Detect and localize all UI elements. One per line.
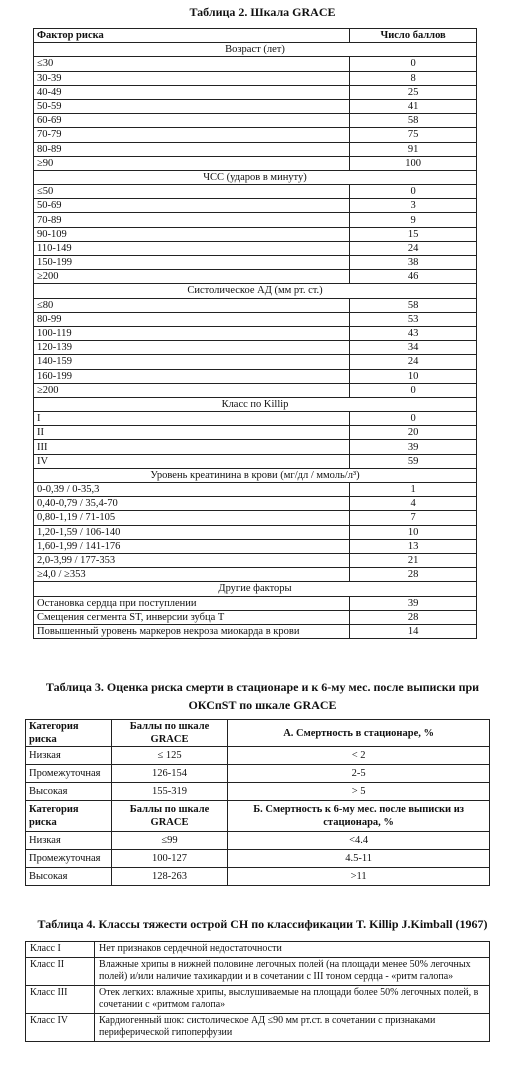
factor-cell: 0,40-0,79 / 35,4-70 bbox=[34, 497, 350, 511]
section-header-row bbox=[34, 170, 477, 184]
killip-class-cell: Класс I bbox=[26, 942, 95, 958]
table-row bbox=[34, 57, 477, 71]
grace-score-cell: ≤99 bbox=[111, 832, 227, 850]
risk-category-cell: Промежуточная bbox=[26, 850, 112, 868]
section-header-row bbox=[34, 43, 477, 57]
factor-cell: ≤50 bbox=[34, 185, 350, 199]
table-row bbox=[34, 483, 477, 497]
table-row bbox=[34, 213, 477, 227]
table-row bbox=[34, 511, 477, 525]
factor-cell: 150-199 bbox=[34, 256, 350, 270]
factor-cell: 0-0,39 / 0-35,3 bbox=[34, 483, 350, 497]
grace-score-cell: 100-127 bbox=[111, 850, 227, 868]
table-row bbox=[26, 985, 490, 1013]
factor-cell: ≥4,0 / ≥353 bbox=[34, 568, 350, 582]
factor-cell: ≥200 bbox=[34, 383, 350, 397]
score-cell: 43 bbox=[350, 326, 477, 340]
killip-class-cell: Класс IV bbox=[26, 1013, 95, 1041]
table4-title: Таблица 4. Классы тяжести острой СН по классификации T. Killip J.Kimball (1967) bbox=[37, 917, 488, 931]
score-cell: 3 bbox=[350, 199, 477, 213]
factor-cell: 50-69 bbox=[34, 199, 350, 213]
mortality-table-body bbox=[26, 720, 490, 886]
table-row bbox=[34, 553, 477, 567]
table-row bbox=[34, 156, 477, 170]
table3-title-line2: ОКСпST по шкале GRACE bbox=[188, 698, 337, 712]
column-header: Категория риска bbox=[26, 720, 112, 747]
table-header-row bbox=[26, 720, 490, 747]
table-row bbox=[34, 383, 477, 397]
mortality-cell: > 5 bbox=[228, 783, 490, 801]
table-row bbox=[26, 942, 490, 958]
grace-score-cell: 128-263 bbox=[111, 868, 227, 886]
grace-score-cell: 126-154 bbox=[111, 765, 227, 783]
risk-category-cell: Низкая bbox=[26, 832, 112, 850]
killip-description-cell: Отек легких: влажные хрипы, выслушиваемые на площади более 50% легочных полей, в сочетании с «ритмом галопа» bbox=[95, 985, 490, 1013]
score-cell: 24 bbox=[350, 355, 477, 369]
table-row bbox=[34, 298, 477, 312]
mortality-cell: 4.5-11 bbox=[228, 850, 490, 868]
column-header: Баллы по шкале GRACE bbox=[111, 720, 227, 747]
score-cell: 21 bbox=[350, 553, 477, 567]
factor-cell: 30-39 bbox=[34, 71, 350, 85]
table-row bbox=[34, 199, 477, 213]
factor-cell: 1,60-1,99 / 141-176 bbox=[34, 539, 350, 553]
score-cell: 28 bbox=[350, 568, 477, 582]
score-cell: 20 bbox=[350, 426, 477, 440]
factor-cell: Остановка сердца при поступлении bbox=[34, 596, 350, 610]
table-row bbox=[26, 1013, 490, 1041]
table-row bbox=[34, 426, 477, 440]
section-header-row bbox=[34, 582, 477, 596]
table-row bbox=[34, 241, 477, 255]
table-row bbox=[34, 227, 477, 241]
section-header-row bbox=[34, 284, 477, 298]
section-title: Другие факторы bbox=[34, 582, 477, 596]
score-cell: 24 bbox=[350, 241, 477, 255]
table-row bbox=[34, 128, 477, 142]
score-cell: 75 bbox=[350, 128, 477, 142]
killip-table-body bbox=[26, 942, 490, 1042]
table-row bbox=[34, 185, 477, 199]
score-cell: 58 bbox=[350, 298, 477, 312]
table-row bbox=[34, 596, 477, 610]
factor-cell: 50-59 bbox=[34, 99, 350, 113]
score-cell: 10 bbox=[350, 369, 477, 383]
table-row bbox=[26, 747, 490, 765]
score-cell: 1 bbox=[350, 483, 477, 497]
risk-category-cell: Высокая bbox=[26, 783, 112, 801]
table-row bbox=[34, 568, 477, 582]
factor-cell: 1,20-1,59 / 106-140 bbox=[34, 525, 350, 539]
score-cell: 0 bbox=[350, 57, 477, 71]
column-header: А. Смертность в стационаре, % bbox=[228, 720, 490, 747]
factor-cell: 80-89 bbox=[34, 142, 350, 156]
section-title: Систолическое АД (мм рт. ст.) bbox=[34, 284, 477, 298]
factor-cell: 60-69 bbox=[34, 114, 350, 128]
factor-cell: III bbox=[34, 440, 350, 454]
mortality-cell: >11 bbox=[228, 868, 490, 886]
table-row bbox=[34, 525, 477, 539]
score-column-header: Число баллов bbox=[350, 29, 477, 43]
table-row bbox=[34, 412, 477, 426]
table-row bbox=[34, 270, 477, 284]
score-cell: 0 bbox=[350, 412, 477, 426]
grace-score-cell: 155-319 bbox=[111, 783, 227, 801]
section-title: ЧСС (ударов в минуту) bbox=[34, 170, 477, 184]
killip-description-cell: Кардиогенный шок: систолическое АД ≤90 мм рт.ст. в сочетании с признаками периферической гипоперфузии bbox=[95, 1013, 490, 1041]
score-cell: 41 bbox=[350, 99, 477, 113]
column-header: Категория риска bbox=[26, 801, 112, 832]
factor-cell: ≤80 bbox=[34, 298, 350, 312]
factor-cell: 120-139 bbox=[34, 341, 350, 355]
score-cell: 15 bbox=[350, 227, 477, 241]
table-row bbox=[34, 341, 477, 355]
factor-cell: I bbox=[34, 412, 350, 426]
table-header-row bbox=[34, 29, 477, 43]
section-title: Возраст (лет) bbox=[34, 43, 477, 57]
score-cell: 91 bbox=[350, 142, 477, 156]
score-cell: 0 bbox=[350, 383, 477, 397]
table-row bbox=[26, 850, 490, 868]
factor-cell: 2,0-3,99 / 177-353 bbox=[34, 553, 350, 567]
score-cell: 39 bbox=[350, 596, 477, 610]
score-cell: 58 bbox=[350, 114, 477, 128]
killip-description-cell: Нет признаков сердечной недостаточности bbox=[95, 942, 490, 958]
column-header: Б. Смертность к 6-му мес. после выписки из стационара, % bbox=[228, 801, 490, 832]
score-cell: 100 bbox=[350, 156, 477, 170]
section-header-row bbox=[34, 397, 477, 411]
mortality-risk-table bbox=[25, 719, 490, 886]
mortality-cell: <4.4 bbox=[228, 832, 490, 850]
killip-class-cell: Класс II bbox=[26, 957, 95, 985]
factor-cell: 40-49 bbox=[34, 85, 350, 99]
risk-category-cell: Низкая bbox=[26, 747, 112, 765]
killip-class-table bbox=[25, 941, 490, 1042]
factor-cell: 140-159 bbox=[34, 355, 350, 369]
factor-cell: 110-149 bbox=[34, 241, 350, 255]
grace-score-cell: ≤ 125 bbox=[111, 747, 227, 765]
table-row bbox=[26, 765, 490, 783]
factor-column-header: Фактор риска bbox=[34, 29, 350, 43]
score-cell: 0 bbox=[350, 185, 477, 199]
table-row bbox=[34, 497, 477, 511]
factor-cell: 70-79 bbox=[34, 128, 350, 142]
score-cell: 39 bbox=[350, 440, 477, 454]
mortality-cell: 2-5 bbox=[228, 765, 490, 783]
factor-cell: 160-199 bbox=[34, 369, 350, 383]
risk-category-cell: Промежуточная bbox=[26, 765, 112, 783]
table-row bbox=[34, 624, 477, 638]
factor-cell: 0,80-1,19 / 71-105 bbox=[34, 511, 350, 525]
score-cell: 9 bbox=[350, 213, 477, 227]
table-row bbox=[34, 355, 477, 369]
section-header-row bbox=[34, 468, 477, 482]
table-row bbox=[34, 85, 477, 99]
killip-class-cell: Класс III bbox=[26, 985, 95, 1013]
table-row bbox=[34, 142, 477, 156]
table-row bbox=[34, 71, 477, 85]
factor-cell: ≤30 bbox=[34, 57, 350, 71]
table-row bbox=[26, 832, 490, 850]
factor-cell: 80-99 bbox=[34, 312, 350, 326]
grace-table-body bbox=[34, 43, 477, 639]
factor-cell: 100-119 bbox=[34, 326, 350, 340]
table2-title: Таблица 2. Шкала GRACE bbox=[189, 5, 336, 19]
score-cell: 14 bbox=[350, 624, 477, 638]
column-header: Баллы по шкале GRACE bbox=[111, 801, 227, 832]
table-row bbox=[34, 326, 477, 340]
score-cell: 38 bbox=[350, 256, 477, 270]
score-cell: 46 bbox=[350, 270, 477, 284]
score-cell: 53 bbox=[350, 312, 477, 326]
factor-cell: ≥90 bbox=[34, 156, 350, 170]
factor-cell: 90-109 bbox=[34, 227, 350, 241]
factor-cell: Смещения сегмента ST, инверсии зубца Т bbox=[34, 610, 350, 624]
table3-title-line1: Таблица 3. Оценка риска смерти в стационаре и к 6-му мес. после выписки при bbox=[45, 680, 480, 694]
killip-description-cell: Влажные хрипы в нижней половине легочных полей (на площади менее 50% легочных полей) и/или наличие тахикардии и в сочетании с III тоном сердца - «ритм галопа» bbox=[95, 957, 490, 985]
score-cell: 8 bbox=[350, 71, 477, 85]
table-row bbox=[26, 868, 490, 886]
section-title: Уровень креатинина в крови (мг/дл / ммоль/л³) bbox=[34, 468, 477, 482]
mortality-cell: < 2 bbox=[228, 747, 490, 765]
grace-score-table bbox=[33, 28, 477, 639]
score-cell: 4 bbox=[350, 497, 477, 511]
score-cell: 59 bbox=[350, 454, 477, 468]
table-row bbox=[34, 312, 477, 326]
table-row bbox=[34, 99, 477, 113]
score-cell: 7 bbox=[350, 511, 477, 525]
factor-cell: 70-89 bbox=[34, 213, 350, 227]
score-cell: 13 bbox=[350, 539, 477, 553]
section-title: Класс по Killip bbox=[34, 397, 477, 411]
score-cell: 34 bbox=[350, 341, 477, 355]
table-row bbox=[34, 454, 477, 468]
table-row bbox=[34, 369, 477, 383]
factor-cell: IV bbox=[34, 454, 350, 468]
table-row bbox=[26, 957, 490, 985]
table-row bbox=[34, 440, 477, 454]
factor-cell: II bbox=[34, 426, 350, 440]
score-cell: 10 bbox=[350, 525, 477, 539]
table-header-row bbox=[26, 801, 490, 832]
factor-cell: ≥200 bbox=[34, 270, 350, 284]
score-cell: 25 bbox=[350, 85, 477, 99]
table-row bbox=[34, 539, 477, 553]
score-cell: 28 bbox=[350, 610, 477, 624]
risk-category-cell: Высокая bbox=[26, 868, 112, 886]
table-row bbox=[34, 256, 477, 270]
factor-cell: Повышенный уровень маркеров некроза миокарда в крови bbox=[34, 624, 350, 638]
table-row bbox=[26, 783, 490, 801]
table-row bbox=[34, 114, 477, 128]
table-row bbox=[34, 610, 477, 624]
